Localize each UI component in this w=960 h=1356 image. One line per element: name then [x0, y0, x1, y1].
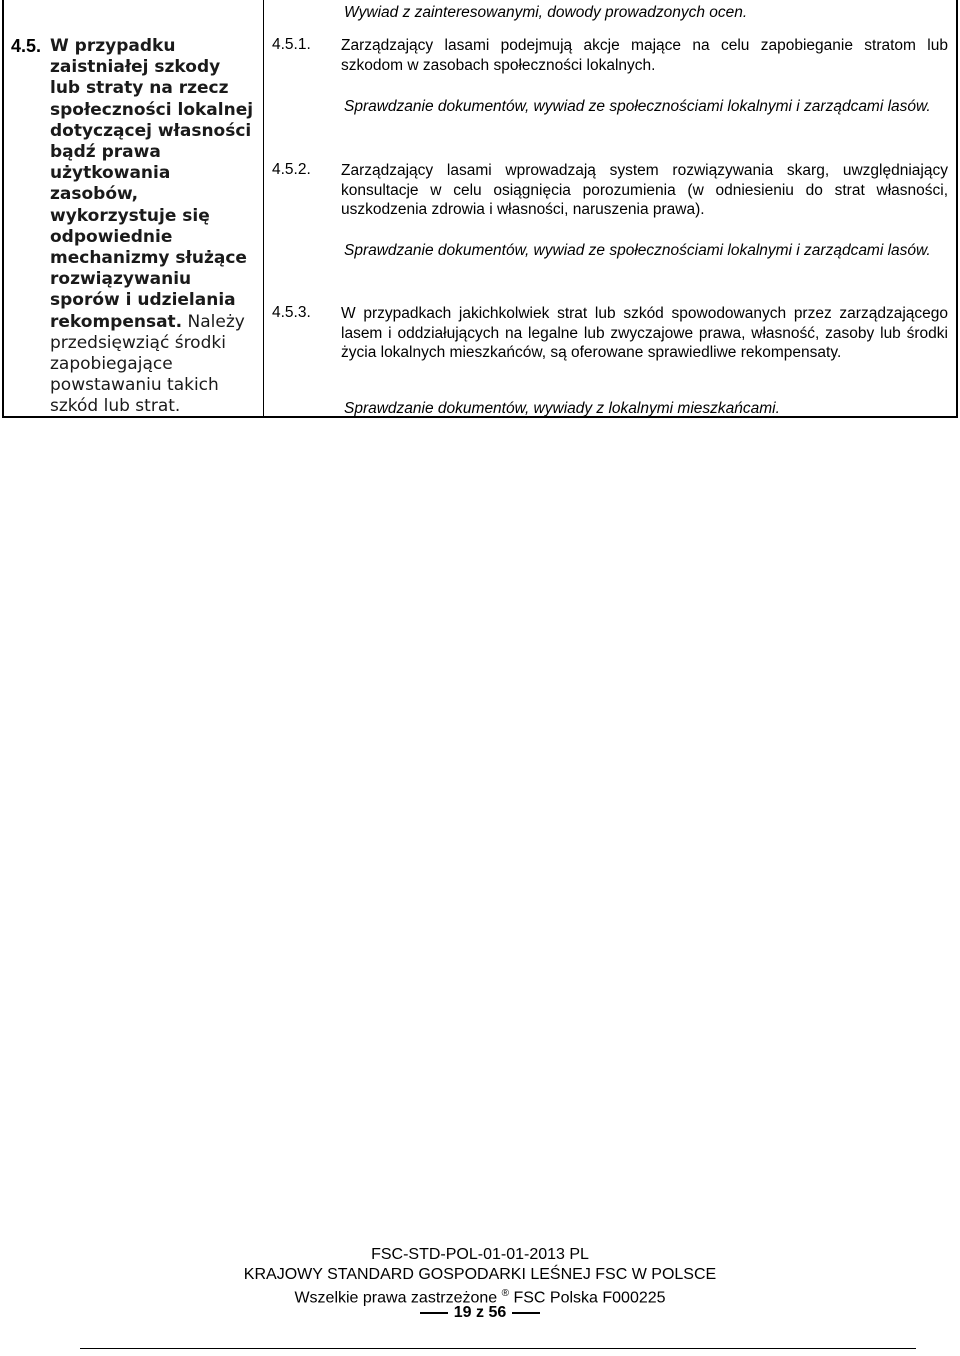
dash-left	[420, 1312, 448, 1314]
indicator-text: Zarządzający lasami wprowadzają system rozwiązywania skarg, uwzględniający konsultacje w celu osiągnięcia porozumienia (w odniesieniu do strat własności, uszkodzenia zdrowia i własności, naruszenia prawa).	[341, 162, 948, 218]
column-divider	[263, 0, 264, 418]
previous-verifier: Wywiad z zainteresowanymi, dowody prowadzonych ocen.	[344, 4, 748, 21]
indicator-number: 4.5.3.	[272, 304, 311, 321]
indicator-verifier: Sprawdzanie dokumentów, wywiad ze społecznościami lokalnymi i zarządcami lasów.	[344, 242, 931, 259]
criterion-text-normal: Należy przedsięwziąć środki zapobiegające powstawaniu takich szkód lub strat.	[50, 311, 245, 417]
indicator-text: W przypadkach jakichkolwiek strat lub szkód spowodowanych przez zarządzającego lasem i oddziałujących na legalne lub zwyczajowe prawa, własność, zasoby lub środki życia lokalnych mieszkańców, są oferowane sprawiedliwe rekompensaty.	[341, 305, 948, 361]
indicator-text: Zarządzający lasami podejmują akcje mające na celu zapobieganie stratom lub szkodom w zasobach społeczności lokalnych.	[341, 37, 948, 74]
footer-rule	[80, 1348, 916, 1349]
criterion-number: 4.5.	[11, 36, 42, 56]
footer-title: KRAJOWY STANDARD GOSPODARKI LEŚNEJ FSC W POLSCE	[243, 1266, 717, 1283]
indicator-number: 4.5.2.	[272, 161, 311, 178]
page-number-text: 19 z 56	[453, 1304, 507, 1321]
indicator-verifier: Sprawdzanie dokumentów, wywiad ze społecznościami lokalnymi i zarządcami lasów.	[344, 98, 931, 115]
footer-rights-prefix: Wszelkie prawa zastrzeżone	[294, 1289, 498, 1307]
footer-rights-suffix: FSC Polska F000225	[513, 1289, 666, 1307]
dash-right	[512, 1312, 540, 1314]
indicator-number: 4.5.1.	[272, 36, 311, 53]
footer-doc-code: FSC-STD-POL-01-01-2013 PL	[371, 1246, 589, 1263]
registered-mark: ®	[501, 1288, 510, 1299]
criterion-text	[50, 36, 255, 418]
page-number	[0, 1303, 960, 1323]
indicator-verifier: Sprawdzanie dokumentów, wywiady z lokalnymi mieszkańcami.	[344, 400, 780, 417]
criterion-text-bold: W przypadku zaistniałej szkody lub straty na rzecz społeczności lokalnej dotyczącej własności bądź prawa użytkowania zasobów, wykorzystuje się odpowiednie mechanizmy służące rozwiązywaniu sporów i udzielania rekompensat.	[50, 36, 254, 332]
